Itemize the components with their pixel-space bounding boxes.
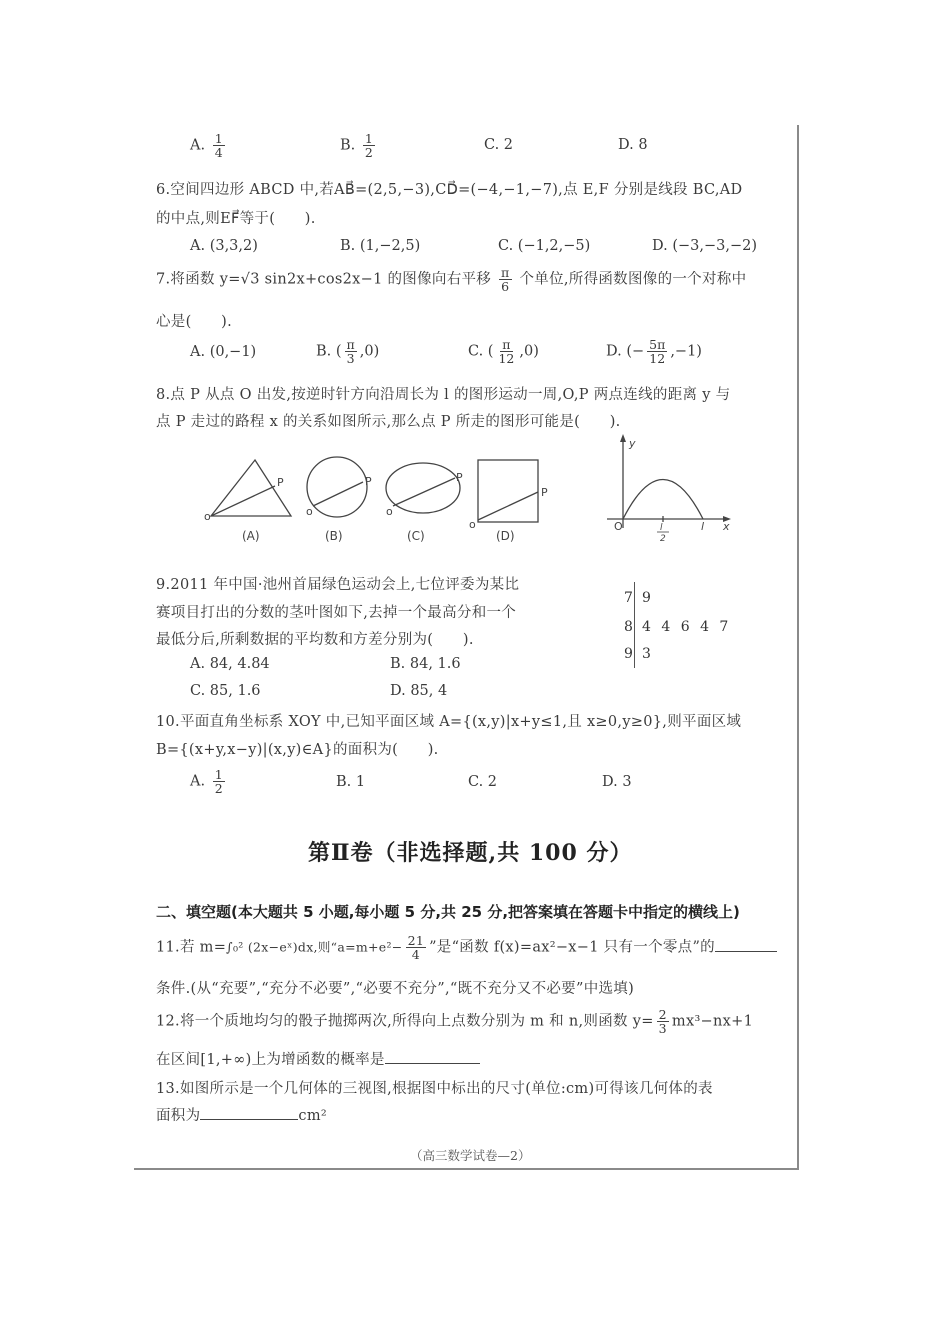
- q12-text-part: mx³−nx+1: [671, 1013, 754, 1030]
- q12-text-line1: [156, 1008, 753, 1035]
- page-footer: （高三数学试卷—2）: [410, 1148, 531, 1163]
- denominator: 4: [214, 145, 223, 160]
- leaves-7: 9: [642, 590, 651, 606]
- figure-c-ellipse: [386, 463, 460, 513]
- q13-text-line1: 13.如图所示是一个几何体的三视图,根据图中标出的尺寸(单位:cm)可得该几何体的表: [156, 1081, 713, 1097]
- figure-c-o-label: o: [386, 505, 393, 518]
- numerator: 1: [364, 131, 373, 146]
- q12-text-part: 在区间[1,+∞)上为增函数的概率是: [156, 1052, 385, 1068]
- q11-answer-blank[interactable]: [715, 937, 777, 952]
- option-text: ,−1): [670, 343, 702, 360]
- graph-end-label: l: [701, 520, 705, 533]
- page-edge-right: [797, 125, 799, 1170]
- denominator: 6: [501, 279, 510, 294]
- graph-y-arrow: [620, 434, 626, 442]
- q9-text-line3: 最低分后,所剩数据的平均数和方差分别为( ).: [156, 632, 474, 648]
- figure-d-p-label: P: [541, 486, 548, 499]
- q13-text-part: 面积为: [156, 1108, 201, 1124]
- q13-text-part: cm²: [298, 1108, 327, 1124]
- q6-option-b: B. (1,−2,5): [340, 238, 421, 254]
- q10-option-d: D. 3: [602, 774, 632, 790]
- denominator: 2: [364, 145, 373, 160]
- numerator: 5π: [649, 337, 666, 352]
- figure-d-segment: [478, 492, 538, 520]
- figure-a-p-label: P: [277, 476, 284, 489]
- q7-option-b: [316, 338, 379, 365]
- q6-text-line2: 的中点,则EF⃗等于( ).: [156, 211, 316, 227]
- q12-answer-blank[interactable]: [385, 1049, 480, 1064]
- q6-text-line1: 6.空间四边形 ABCD 中,若AB⃗=(2,5,−3),CD⃗=(−4,−1,−7),点 E,F 分别是线段 BC,AD: [156, 182, 743, 198]
- q9-option-a: A. 84, 4.84: [190, 656, 270, 672]
- option-text: C. (: [468, 343, 494, 360]
- option-label: A.: [190, 137, 206, 154]
- option-text: ,0): [359, 343, 380, 360]
- q12-text-line2: [156, 1048, 480, 1069]
- option-text: ,0): [519, 343, 539, 360]
- q7-text-part: 7.将函数 y=√3 sin2x+cos2x−1 的图像向右平移: [156, 271, 492, 288]
- numerator: π: [501, 265, 510, 280]
- stem-9: 9: [624, 646, 633, 662]
- q13-answer-blank[interactable]: [200, 1105, 298, 1120]
- q9-option-b: B. 84, 1.6: [390, 656, 461, 672]
- numerator: 2: [658, 1007, 667, 1022]
- q5-option-a: [190, 132, 228, 159]
- fraction: [657, 1008, 669, 1035]
- numerator: 1: [214, 767, 223, 782]
- q11-integral: ∫₀² (2x−eˣ)dx,则“a=m+e²−: [226, 939, 403, 955]
- denominator: 2: [214, 781, 223, 796]
- stem-leaf-divider: [634, 582, 635, 668]
- q9-text-line1: 9.2011 年中国·池州首届绿色运动会上,七位评委为某比: [156, 577, 520, 593]
- option-text: B. (: [316, 343, 342, 360]
- q13-text-line2: [156, 1104, 327, 1125]
- q6-option-a: A. (3,3,2): [190, 238, 258, 254]
- figure-d-o-label: o: [469, 518, 476, 531]
- figure-d-caption: (D): [496, 529, 515, 543]
- figure-b-caption: (B): [325, 529, 343, 543]
- denominator: 4: [411, 947, 420, 962]
- fraction: [499, 266, 512, 293]
- numerator: 21: [407, 933, 425, 948]
- q7-option-d: [606, 338, 702, 365]
- fraction: [213, 132, 225, 159]
- q11-text-part: ”是“函数 f(x)=ax²−x−1 只有一个零点”的: [429, 939, 715, 956]
- stem-7: 7: [624, 590, 633, 606]
- option-label: A.: [190, 773, 206, 790]
- fraction: [345, 338, 357, 365]
- denominator: 3: [658, 1021, 667, 1036]
- page-edge-bottom: [134, 1168, 799, 1170]
- graph-y-label: y: [629, 437, 636, 450]
- option-text: D. (−: [606, 343, 645, 360]
- q6-option-d: D. (−3,−3,−2): [652, 238, 757, 254]
- numerator: π: [502, 337, 511, 352]
- fraction: [406, 934, 427, 961]
- figure-c-p-label: P: [456, 471, 463, 484]
- q8-text-line2: 点 P 走过的路程 x 的关系如图所示,那么点 P 所走的图形可能是( ).: [156, 414, 621, 430]
- option-label: B.: [340, 137, 356, 154]
- fraction: [363, 132, 375, 159]
- graph-mid-num: l: [660, 523, 663, 533]
- q7-text-line1: [156, 266, 746, 293]
- q10-option-a: [190, 768, 228, 795]
- denominator: 12: [498, 351, 515, 366]
- denominator: 12: [649, 351, 666, 366]
- figure-c-caption: (C): [407, 529, 425, 543]
- denominator: 3: [346, 351, 355, 366]
- fraction: [496, 338, 516, 365]
- q10-text-line2: B={(x+y,x−y)|(x,y)∈A}的面积为( ).: [156, 742, 439, 758]
- fraction: [213, 768, 225, 795]
- leaves-8: 4 4 6 4 7: [642, 619, 729, 635]
- q7-option-c: [468, 338, 539, 365]
- figure-b-p-label: P: [365, 475, 372, 488]
- q10-option-b: B. 1: [336, 774, 366, 790]
- graph-curve: [623, 480, 703, 520]
- figure-b-circle: [307, 457, 367, 517]
- q11-text-part: 11.若 m=: [156, 939, 227, 956]
- figure-b-o-label: o: [306, 505, 313, 518]
- q10-text-line1: 10.平面直角坐标系 XOY 中,已知平面区域 A={(x,y)|x+y≤1,且 x≥0,y≥0},则平面区域: [156, 714, 742, 730]
- stem-8: 8: [624, 619, 633, 635]
- leaves-9: 3: [642, 646, 651, 662]
- q11-text-line1: [156, 934, 777, 961]
- q12-text-part: 12.将一个质地均匀的骰子抛掷两次,所得向上点数分别为 m 和 n,则函数 y=: [156, 1013, 654, 1030]
- section2-title: 二、填空题(本大题共 5 小题,每小题 5 分,共 25 分,把答案填在答题卡中指定的横线上): [156, 903, 740, 921]
- figure-a-caption: (A): [242, 529, 260, 543]
- q7-text-part: 个单位,所得函数图像的一个对称中: [519, 271, 747, 288]
- graph-mid-den: 2: [660, 534, 666, 544]
- q5-option-b: [340, 132, 378, 159]
- q8-text-line1: 8.点 P 从点 O 出发,按逆时针方向沿周长为 l 的图形运动一周,O,P 两点连线的距离 y 与: [156, 387, 731, 403]
- figure-b-segment: [313, 482, 363, 506]
- fraction: [647, 338, 667, 365]
- figure-d-square: [478, 460, 538, 522]
- figure-c-segment: [393, 478, 455, 506]
- q9-option-c: C. 85, 1.6: [190, 683, 261, 699]
- q11-text-line2: 条件.(从“充要”,“充分不必要”,“必要不充分”,“既不充分又不必要”中选填): [156, 981, 635, 997]
- q8-figures: [195, 430, 755, 550]
- q9-text-line2: 赛项目打出的分数的茎叶图如下,去掉一个最高分和一个: [156, 605, 517, 621]
- q10-option-c: C. 2: [468, 774, 498, 790]
- numerator: 1: [214, 131, 223, 146]
- graph-origin-label: O: [614, 520, 623, 533]
- figure-a-segment: [211, 486, 275, 516]
- q9-option-d: D. 85, 4: [390, 683, 448, 699]
- figure-a-o-label: o: [204, 510, 211, 523]
- q5-option-c: C. 2: [484, 137, 514, 153]
- q7-text-line2: 心是( ).: [156, 314, 233, 330]
- q7-option-a: A. (0,−1): [190, 344, 257, 360]
- part2-heading: 第Ⅱ卷（非选择题,共 100 分）: [308, 840, 633, 866]
- graph-x-label: x: [723, 520, 730, 533]
- numerator: π: [346, 337, 355, 352]
- q5-option-d: D. 8: [618, 137, 648, 153]
- q6-option-c: C. (−1,2,−5): [498, 238, 591, 254]
